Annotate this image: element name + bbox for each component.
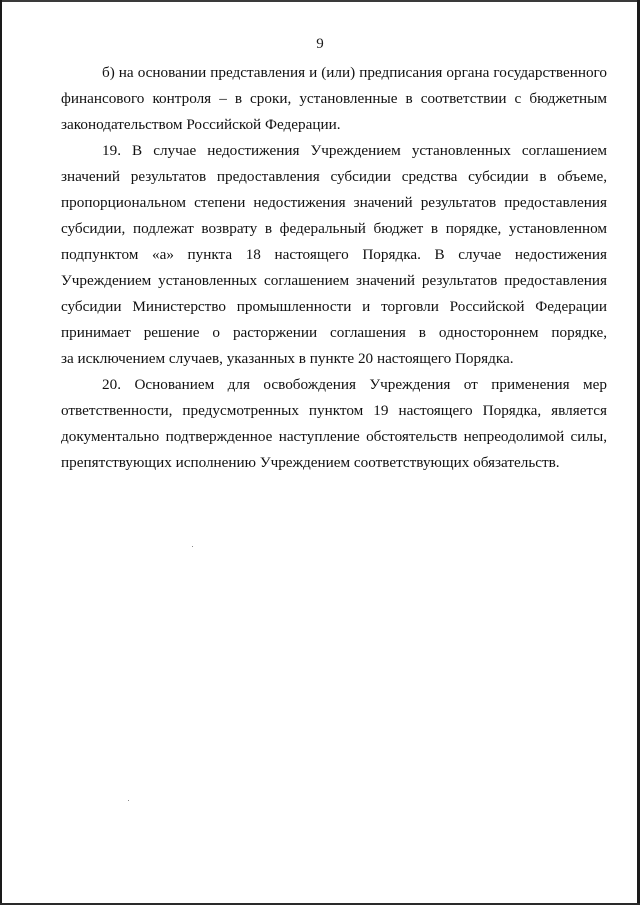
paragraph-line: пропорциональном степени недостижения значений результатов предоставления <box>61 194 607 211</box>
paragraph-b <box>61 60 607 138</box>
paragraph-line: законодательством Российской Федерации. <box>61 116 341 133</box>
paragraph-line: субсидии, подлежат возврату в федеральный бюджет в порядке, установленном <box>61 220 607 237</box>
paragraph-line: принимает решение о расторжении соглашения в одностороннем порядке, <box>61 324 607 341</box>
scan-speck <box>192 546 193 547</box>
paragraph-line: 20. Основанием для освобождения Учреждения от применения мер <box>102 376 607 393</box>
paragraph-line: субсидии Министерство промышленности и торговли Российской Федерации <box>61 298 607 315</box>
paragraph-line: 19. В случае недостижения Учреждением установленных соглашением <box>102 142 607 159</box>
paragraph-19 <box>61 138 607 372</box>
scan-edge-left <box>0 0 2 905</box>
paragraph-line: значений результатов предоставления субсидии средства субсидии в объеме, <box>61 168 607 185</box>
paragraph-line: Учреждением установленных соглашением значений результатов предоставления <box>61 272 607 289</box>
paragraph-line: подпунктом «а» пункта 18 настоящего Порядка. В случае недостижения <box>61 246 607 263</box>
page-number: 9 <box>316 36 324 52</box>
scan-edge-top <box>0 0 640 2</box>
paragraph-line: ответственности, предусмотренных пунктом 19 настоящего Порядка, является <box>61 402 607 419</box>
paragraph-line: б) на основании представления и (или) предписания органа государственного <box>102 64 607 81</box>
paragraph-line: финансового контроля – в сроки, установленные в соответствии с бюджетным <box>61 90 607 107</box>
paragraph-line: за исключением случаев, указанных в пункте 20 настоящего Порядка. <box>61 350 514 367</box>
paragraph-20 <box>61 372 607 476</box>
paragraph-line: документально подтвержденное наступление обстоятельств непреодолимой силы, <box>61 428 607 445</box>
scan-speck <box>128 800 129 801</box>
paragraph-line: препятствующих исполнению Учреждением соответствующих обязательств. <box>61 454 560 471</box>
